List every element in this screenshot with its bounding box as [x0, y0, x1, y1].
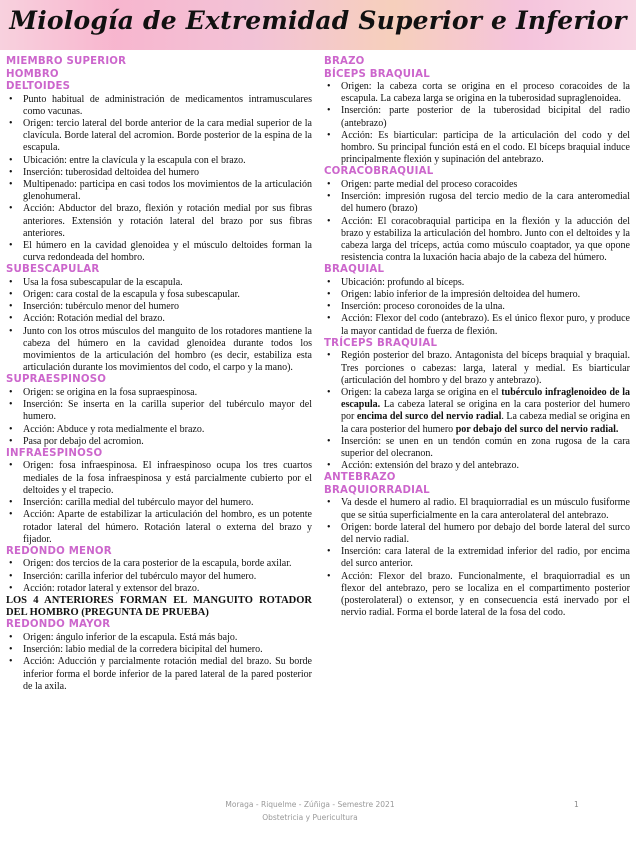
list-item: • Origen: labio inferior de la impresión deltoidea del humero. — [324, 289, 630, 301]
list-item: • Multipenado: participa en casi todos los movimientos de la articulación glenohumeral. — [6, 179, 312, 203]
page-title: Miología de Extremidad Superior e Inferior — [9, 6, 627, 35]
subescapular-list — [6, 277, 312, 375]
list-item: • Inserción: tubérculo menor del humero — [6, 301, 312, 313]
biceps-list — [324, 81, 630, 166]
list-item: • Ubicación: profundo al bíceps. — [324, 277, 630, 289]
list-item: • Pasa por debajo del acromion. — [6, 436, 312, 448]
list-item: • Origen: ángulo inferior de la escapula. Está más bajo. — [6, 632, 312, 644]
list-item: • El húmero en la cavidad glenoidea y el músculo deltoides forman la curva redondeada del hombro. — [6, 240, 312, 264]
list-item: • Acción: Flexor del brazo. Funcionalmente, el braquiorradial es un flexor del antebrazo, pero se localiza en el compartimento posterior (posterolateral) o extensor, y en consecuencia está inervado por el nervio radial. Forma el borde lateral de la fosa del codo. — [324, 571, 630, 620]
list-item: • Inserción: Se inserta en la carilla superior del tubérculo mayor del humero. — [6, 399, 312, 423]
list-item: • Inserción: labio medial de la corredera bicipital del humero. — [6, 644, 312, 656]
muscle-heading-subescapular: SUBESCAPULAR — [6, 264, 100, 276]
list-item: • Acción: El coracobraquial participa en la flexión y la aducción del brazo y estabiliza la articulación del hombro. Junto con el deltoides y la cabeza larga del tríceps, actúa como músculo coaptador, ya que opone resistencia contra la luxación hacia abajo de la cabeza del húmero. — [324, 216, 630, 265]
list-item: • Inserción: se unen en un tendón común en zona rugosa de la cara superior del olecranon. — [324, 436, 630, 460]
list-item: • Origen: parte medial del proceso coracoides — [324, 179, 630, 191]
list-item: • Acción: Aparte de estabilizar la articulación del hombro, es un potente rotador lateral del húmero. Rotación lateral o externa del brazo y fijador. — [6, 509, 312, 546]
text-span: La cabeza lateral se origina en la cara posterior del humero por — [341, 399, 630, 423]
triceps-list — [324, 350, 630, 472]
text-span: . La cabeza medial se origina en la cara posterior del humero — [341, 411, 630, 435]
list-item: • Acción: extensión del brazo y del antebrazo. — [324, 460, 630, 472]
redondo-mayor-list — [6, 632, 312, 693]
list-item: • Inserción: carilla inferior del tubérculo mayor del humero. — [6, 571, 312, 583]
infraespinoso-list — [6, 460, 312, 545]
list-item: • Inserción: cara lateral de la extremidad inferior del radio, por encima del surco anterior. — [324, 546, 630, 570]
list-item: • Origen: se origina en la fosa supraespinosa. — [6, 387, 312, 399]
section-heading-brazo: BRAZO — [324, 56, 365, 67]
list-item: • Acción: Aducción y parcialmente rotación medial del brazo. Su borde inferior forma el borde inferior de la pared lateral de la pared posterior de la axila. — [6, 656, 312, 693]
section-heading-hombro: HOMBRO — [6, 68, 59, 80]
list-item: • Inserción: proceso coronoides de la ulna. — [324, 301, 630, 313]
muscle-heading-biceps: BÍCEPS BRAQUIAL — [324, 68, 430, 80]
muscle-heading-braquiorradial: BRAQUIORRADIAL — [324, 484, 430, 496]
list-item: • Ubicación: entre la clavícula y la escapula con el brazo. — [6, 155, 312, 167]
list-item: • Acción: rotador lateral y extensor del brazo. — [6, 583, 312, 595]
section-heading-miembro-superior: MIEMBRO SUPERIOR — [6, 56, 127, 67]
muscle-heading-infraespinoso: INFRAESPINOSO — [6, 447, 103, 459]
list-item: • Origen: fosa infraespinosa. El infraespinoso ocupa los tres cuartos mediales de la fosa infraespinosa y está parcialmente cubierto por el deltoides y el trapecio. — [6, 460, 312, 497]
muscle-heading-triceps: TRÍCEPS BRAQUIAL — [324, 337, 438, 349]
list-item: • Inserción: parte posterior de la tuberosidad bicipital del radio (antebrazo) — [324, 105, 630, 129]
list-item: • Origen: la cabeza corta se origina en el proceso coracoides de la escapula. La cabeza larga se origina en la tuberosidad supraglenoidea. — [324, 81, 630, 105]
list-item: • Origen: borde lateral del humero por debajo del borde lateral del surco del nervio radial. — [324, 522, 630, 546]
bold-span: tubérculo infraglenoideo de la escapula. — [341, 386, 630, 411]
deltoides-list — [6, 94, 312, 265]
list-item: • Acción: Rotación medial del brazo. — [6, 313, 312, 325]
list-item: • Va desde el humero al radio. El braquiorradial es un músculo fusiforme que se sitúa superficialmente en la cara anterolateral del antebrazo. — [324, 497, 630, 521]
list-item: • Acción: Abductor del brazo, flexión y rotación medial por sus fibras anteriores. Extensión y rotación lateral del brazo por sus fibras anteriores. — [6, 203, 312, 240]
list-item: • Punto habitual de administración de medicamentos intramusculares como vacunas. — [6, 94, 312, 118]
muscle-heading-braquial: BRAQUIAL — [324, 264, 385, 276]
text-span: Origen: la cabeza larga se origina en el — [341, 386, 502, 398]
list-item: • Región posterior del brazo. Antagonista del bíceps braquial y braquial. Tres porciones o cabezas: larga, lateral y medial. Es biarticular (articulación del hombro y del brazo y antebrazo). — [324, 350, 630, 387]
redondo-menor-list — [6, 558, 312, 595]
list-item: • Origen: dos tercios de la cara posterior de la escapula, borde axilar. — [6, 558, 312, 570]
coracobraquial-list — [324, 179, 630, 264]
footer-authors: Moraga - Riquelme - Zúñiga - Semestre 2021 — [225, 800, 395, 809]
footer — [210, 798, 410, 824]
braquial-list — [324, 277, 630, 338]
list-item: • Origen: cara costal de la escapula y fosa subescapular. — [6, 289, 312, 301]
muscle-heading-deltoides: DELTOIDES — [6, 81, 71, 92]
bold-span: por debajo del surco del nervio radial. — [455, 423, 619, 435]
muscle-heading-redondo-menor: REDONDO MENOR — [6, 545, 112, 557]
list-item: • Origen: tercio lateral del borde anterior de la cara medial superior de la clavícula. Borde lateral del acromion. Borde posterior de la espina de la escapula. — [6, 118, 312, 155]
footer-course: Obstetricia y Puericultura — [262, 813, 358, 822]
section-heading-antebrazo: ANTEBRAZO — [324, 472, 396, 484]
muscle-heading-supraespinoso: SUPRAESPINOSO — [6, 374, 107, 386]
list-item: • Usa la fosa subescapular de la escapula. — [6, 277, 312, 289]
list-item: • Acción: Abduce y rota medialmente el brazo. — [6, 424, 312, 436]
braquiorradial-list — [324, 497, 630, 619]
supraespinoso-list — [6, 387, 312, 448]
list-item: • Acción: Es biarticular: participa de la articulación del codo y del hombro. Su principal función está en el codo. El bíceps braquial induce principalmente flexión y supinación del antebrazo. — [324, 130, 630, 167]
list-item: • Inserción: impresión rugosa del tercio medio de la cara anteromedial del humero (brazo) — [324, 191, 630, 215]
list-item: • Inserción: carilla medial del tubérculo mayor del humero. — [6, 497, 312, 509]
list-item: • Inserción: tuberosidad deltoidea del humero — [6, 167, 312, 179]
list-item: • Junto con los otros músculos del manguito de los rotadores mantiene la cabeza del húmero en la cavidad glenoidea durante todos los movimientos de la articulación del hombro (es decir, estabiliza esta articulación durante los movimientos del codo, el carpo y la mano). — [6, 326, 312, 375]
muscle-heading-coracobraquial: CORACOBRAQUIAL — [324, 166, 434, 178]
page-number: 1 — [574, 800, 579, 809]
rotator-cuff-note: LOS 4 ANTERIORES FORMAN EL MANGUITO ROTADOR DEL HOMBRO (PREGUNTA DE PRUEBA) — [6, 595, 312, 619]
left-column — [6, 56, 312, 693]
right-column — [324, 56, 630, 619]
bold-span: encima del surco del nervio radial — [356, 411, 502, 423]
muscle-heading-redondo-mayor: REDONDO MAYOR — [6, 619, 111, 631]
list-item: • Acción: Flexor del codo (antebrazo). Es el único flexor puro, y produce la mayor cantidad de fuerza de flexión. — [324, 313, 630, 337]
list-item — [324, 387, 630, 436]
